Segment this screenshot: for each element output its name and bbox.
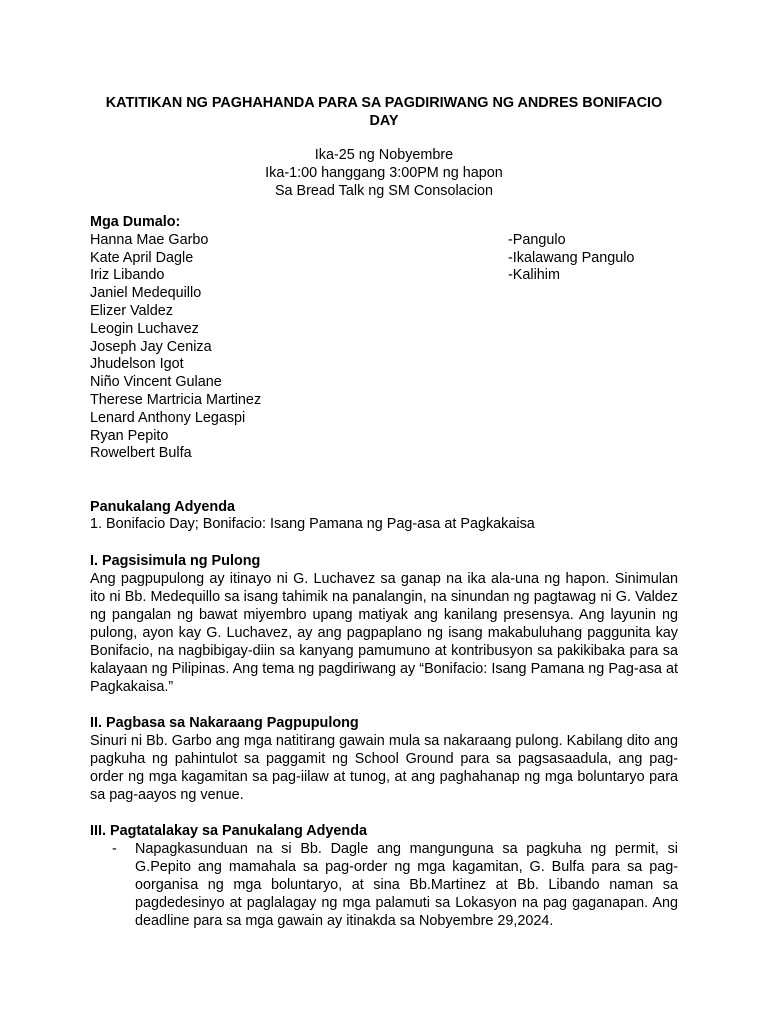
attendee-row xyxy=(90,356,678,374)
attendee-row xyxy=(90,285,678,303)
section-1-body: Ang pagpupulong ay itinayo ni G. Luchavez sa ganap na ika ala-una ng hapon. Sinimulan ito ni Bb. Medequillo sa isang tahimik na panalangin, na sinundan ng pagtawag ni G. Valdez ng pangalan ng bawat miyembro upang matiyak ang kanilang presensya. Ang layunin ng pulong, ayon kay G. Luchavez, ay ang pagpaplano ng isang makabuluhang paggunita kay Bonifacio, na nagbibigay-diin sa kanyang pamumuno at kontribusyon sa pakikibaka para sa kalayaan ng Pilipinas. Ang tema ng pagdiriwang ay “Bonifacio: Isang Pamana ng Pag-asa at Pagkakaisa.” xyxy=(90,570,678,695)
attendee-role: -Kalihim xyxy=(508,267,560,284)
section-2-body: Sinuri ni Bb. Garbo ang mga natitirang gawain mula sa nakaraang pulong. Kabilang dito ang pagkuha ng pahintulot sa paggamit ng School Ground para sa pagsasaadula, ang pag-order ng mga kagamitan sa pag-iilaw at tunog, at ang paghahanap ng mga boluntaryo para sa pag-aayos ng venue. xyxy=(90,732,678,803)
meeting-date: Ika-25 ng Nobyembre xyxy=(314,147,454,163)
attendee-row xyxy=(90,428,678,446)
meeting-details xyxy=(90,146,678,200)
attendee-row xyxy=(90,267,678,285)
document-page xyxy=(90,94,678,930)
attendee-row xyxy=(90,339,678,357)
attendee-name: Joseph Jay Ceniza xyxy=(90,338,212,355)
attendee-name: Kate April Dagle xyxy=(90,249,194,266)
attendee-name: Therese Martricia Martinez xyxy=(90,391,262,408)
attendee-row xyxy=(90,445,678,463)
attendee-name: Ryan Pepito xyxy=(90,427,169,444)
section-3-list xyxy=(90,840,678,930)
agenda-heading: Panukalang Adyenda xyxy=(90,499,236,516)
attendee-row xyxy=(90,410,678,428)
section-3-bullet-text: Napagkasunduan na si Bb. Dagle ang mangunguna sa pagkuha ng permit, si G.Pepito ang mamahala sa pag-order ng mga kagamitan, G. Bulfa para sa pag-oorganisa ng mga boluntaryo, at sina Bb.Martinez at Bb. Libando naman sa pagdedesinyo at paglalagay ng mga palamuti sa Lokasyon na pag gaganapan. Ang deadline para sa mga gawain ay itinakda sa Nobyembre 29,2024. xyxy=(135,840,678,929)
attendee-name: Hanna Mae Garbo xyxy=(90,231,209,248)
attendee-name: Jhudelson Igot xyxy=(90,356,184,373)
attendee-name: Leogin Luchavez xyxy=(90,320,199,337)
attendees-list xyxy=(90,232,678,463)
bullet-dash: - xyxy=(112,840,117,857)
attendee-name: Rowelbert Bulfa xyxy=(90,445,192,462)
attendee-row xyxy=(90,392,678,410)
meeting-location: Sa Bread Talk ng SM Consolacion xyxy=(274,183,494,199)
attendee-row xyxy=(90,321,678,339)
attendee-name: Niño Vincent Gulane xyxy=(90,374,222,391)
attendees-heading: Mga Dumalo: xyxy=(90,214,181,230)
section-3-heading: III. Pagtatalakay sa Panukalang Adyenda xyxy=(90,822,367,839)
list-item xyxy=(90,840,678,930)
section-1-heading: I. Pagsisimula ng Pulong xyxy=(90,552,261,569)
document-title: KATITIKAN NG PAGHAHANDA PARA SA PAGDIRIWANG NG ANDRES BONIFACIO DAY xyxy=(105,95,663,129)
attendee-name: Iriz Libando xyxy=(90,267,165,284)
attendee-name: Lenard Anthony Legaspi xyxy=(90,409,246,426)
agenda-item: 1. Bonifacio Day; Bonifacio: Isang Pamana ng Pag-asa at Pagkakaisa xyxy=(90,516,535,533)
attendee-role: -Ikalawang Pangulo xyxy=(508,249,635,266)
attendee-name: Elizer Valdez xyxy=(90,302,173,319)
meeting-time: Ika-1:00 hanggang 3:00PM ng hapon xyxy=(265,165,503,181)
attendee-row xyxy=(90,374,678,392)
attendee-row xyxy=(90,250,678,268)
attendee-row xyxy=(90,303,678,321)
attendee-name: Janiel Medequillo xyxy=(90,285,202,302)
section-2-heading: II. Pagbasa sa Nakaraang Pagpupulong xyxy=(90,714,359,731)
attendee-row xyxy=(90,232,678,250)
attendee-role: -Pangulo xyxy=(508,231,566,248)
